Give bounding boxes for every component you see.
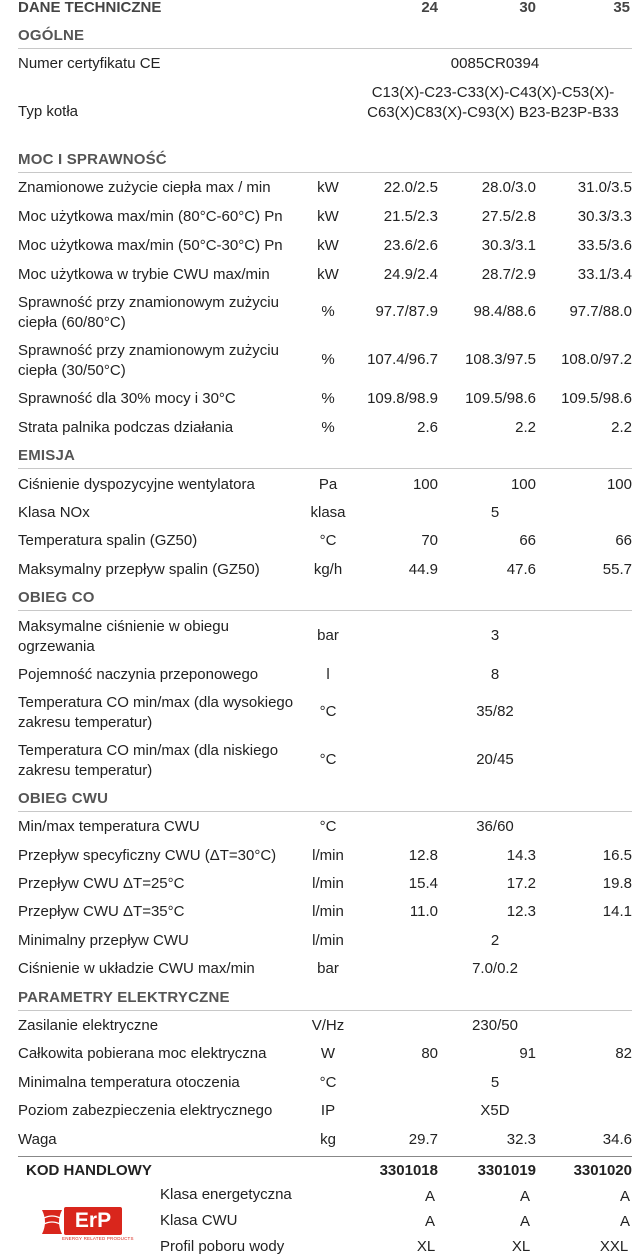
water-profile-35: XXL [599,1238,629,1255]
row-unit: kW [317,179,339,196]
row-label: Min/max temperatura CWU [18,818,200,835]
row-label: Przepływ CWU ΔT=35°C [18,903,185,920]
value-24: 21.5/2.3 [383,208,438,225]
value-35: 16.5 [602,847,632,864]
value-35: 97.7/88.0 [569,303,632,320]
shared-value: 5 [490,504,500,521]
row-unit: l/min [312,847,344,864]
erp-logo-text: ErP [74,1209,112,1232]
section-obieg-co: OBIEG CO [18,589,95,606]
value-30: 100 [510,476,536,493]
trade-code-35: 3301020 [573,1162,632,1179]
row-unit: % [321,351,335,368]
row-label: Klasa NOx [18,504,90,521]
row-label: Zasilanie elektryczne [18,1017,159,1034]
section-ogolne: OGÓLNE [18,27,85,44]
shared-value: 20/45 [476,751,514,768]
section-divider [18,48,632,49]
row-label: Moc użytkowa max/min (80°C-60°C) Pn [18,208,283,225]
row-unit: °C [319,703,337,720]
row-label: Temperatura CO min/max (dla wysokiego zakresu temperatur) [18,694,294,731]
value-30: 30.3/3.1 [481,237,536,254]
row-label: Numer certyfikatu CE [18,55,161,72]
value-35: 31.0/3.5 [577,179,632,196]
value-35: 82 [615,1045,632,1062]
row-label: Typ kotła [18,103,79,120]
row-unit: l [326,666,330,683]
sheet-title: DANE TECHNICZNE [18,0,162,16]
row-label: Sprawność przy znamionowym zużyciu ciepła (30/50°C) [18,342,279,379]
row-unit: kW [317,237,339,254]
value-24: 29.7 [408,1131,438,1148]
value-35: 100 [606,476,632,493]
shared-value: 35/82 [476,703,514,720]
shared-value: X5D [480,1102,510,1119]
energy-class-30: A [519,1188,530,1205]
row-label: Moc użytkowa w trybie CWU max/min [18,266,270,283]
value-24: 15.4 [408,875,438,892]
value-24: 97.7/87.9 [375,303,438,320]
value-24: 2.6 [417,419,438,436]
dhw-class-24: A [424,1213,435,1230]
value-35: 34.6 [602,1131,632,1148]
row-unit: kg [320,1131,336,1148]
row-label: Sprawność przy znamionowym zużyciu ciepła (60/80°C) [18,294,279,331]
value-24: 107.4/96.7 [367,351,438,368]
value-35: 30.3/3.3 [577,208,632,225]
value-35: 66 [615,532,632,549]
value-30: 28.7/2.9 [481,266,536,283]
row-label: Ciśnienie w układzie CWU max/min [18,960,255,977]
dhw-class-35: A [619,1213,630,1230]
energy-class-35: A [619,1188,630,1205]
row-label: Minimalny przepływ CWU [18,932,189,949]
section-emisja: EMISJA [18,447,76,464]
row-unit: °C [319,1074,337,1091]
shared-value: 3 [490,627,500,644]
row-unit: IP [320,1102,336,1119]
dhw-class-30: A [519,1213,530,1230]
row-label: Maksymalne ciśnienie w obiegu ogrzewania [18,618,229,655]
cert-value: 0085CR0394 [450,55,540,72]
row-unit: kg/h [313,561,343,578]
model-30-header: 30 [519,0,536,16]
row-unit: bar [317,627,339,644]
row-label: Moc użytkowa max/min (50°C-30°C) Pn [18,237,283,254]
value-24: 70 [421,532,438,549]
boiler-type-value: C13(X)-C23-C33(X)-C43(X)-C53(X)-C63(X)C83(X)-C93(X) B23-B23P-B33 [367,84,619,121]
value-35: 108.0/97.2 [561,351,632,368]
row-label: Przepływ CWU ΔT=25°C [18,875,185,892]
row-unit: V/Hz [311,1017,345,1034]
energy-class-label: Klasa energetyczna [160,1186,292,1203]
trade-code-label: KOD HANDLOWY [26,1162,152,1179]
value-30: 98.4/88.6 [473,303,536,320]
section-elektryczne: PARAMETRY ELEKTRYCZNE [18,989,230,1006]
value-30: 32.3 [506,1131,536,1148]
value-30: 66 [519,532,536,549]
shared-value: 36/60 [476,818,514,835]
row-label: Temperatura CO min/max (dla niskiego zakresu temperatur) [18,742,279,779]
row-unit: W [320,1045,336,1062]
row-label: Pojemność naczynia przeponowego [18,666,259,683]
value-35: 109.5/98.6 [561,390,632,407]
dhw-class-label: Klasa CWU [160,1212,238,1229]
value-24: 22.0/2.5 [383,179,438,196]
row-label: Przepływ specyficzny CWU (ΔT=30°C) [18,847,277,864]
row-label: Ciśnienie dyspozycyjne wentylatora [18,476,255,493]
value-35: 33.1/3.4 [577,266,632,283]
erp-logo-subtitle: ENERGY RELATED PRODUCTS [62,1236,134,1241]
value-24: 109.8/98.9 [367,390,438,407]
value-24: 100 [412,476,438,493]
section-divider [18,1156,632,1157]
row-unit: kW [317,266,339,283]
row-label: Waga [18,1131,57,1148]
trade-code-30: 3301019 [477,1162,536,1179]
row-label: Całkowita pobierana moc elektryczna [18,1045,267,1062]
value-24: 23.6/2.6 [383,237,438,254]
section-divider [18,610,632,611]
value-30: 14.3 [506,847,536,864]
value-30: 28.0/3.0 [481,179,536,196]
shared-value: 5 [490,1074,500,1091]
value-30: 27.5/2.8 [481,208,536,225]
row-label: Temperatura spalin (GZ50) [18,532,198,549]
value-35: 55.7 [602,561,632,578]
water-profile-30: XL [511,1238,531,1255]
row-unit: °C [319,532,337,549]
value-24: 24.9/2.4 [383,266,438,283]
value-30: 108.3/97.5 [465,351,536,368]
row-unit: % [321,419,335,436]
row-unit: kW [317,208,339,225]
row-unit: % [321,303,335,320]
value-24: 80 [421,1045,438,1062]
trade-code-24: 3301018 [379,1162,438,1179]
value-35: 2.2 [611,419,632,436]
model-24-header: 24 [421,0,438,16]
value-30: 2.2 [515,419,536,436]
section-divider [18,172,632,173]
row-label: Znamionowe zużycie ciepła max / min [18,179,271,196]
value-30: 12.3 [506,903,536,920]
value-24: 11.0 [409,903,438,920]
shared-value: 7.0/0.2 [472,960,518,977]
water-profile-24: XL [416,1238,436,1255]
row-unit: °C [319,818,337,835]
section-moc: MOC I SPRAWNOŚĆ [18,151,167,168]
section-divider [18,1010,632,1011]
model-35-header: 35 [613,0,630,16]
section-obieg-cwu: OBIEG CWU [18,790,109,807]
value-35: 14.1 [602,903,632,920]
row-unit: bar [317,960,339,977]
value-30: 109.5/98.6 [465,390,536,407]
row-label: Poziom zabezpieczenia elektrycznego [18,1102,273,1119]
section-divider [18,811,632,812]
value-35: 19.8 [602,875,632,892]
row-label: Minimalna temperatura otoczenia [18,1074,240,1091]
energy-class-24: A [424,1188,435,1205]
row-unit: Pa [318,476,338,493]
row-label: Maksymalny przepływ spalin (GZ50) [18,561,260,578]
row-unit: l/min [312,903,344,920]
row-unit: °C [319,751,337,768]
shared-value: 230/50 [472,1017,518,1034]
erp-logo [40,1204,134,1244]
row-unit: l/min [312,932,344,949]
row-label: Strata palnika podczas działania [18,419,234,436]
row-label: Sprawność dla 30% mocy i 30°C [18,390,236,407]
row-unit: % [321,390,335,407]
row-unit: klasa [310,504,346,521]
row-unit: l/min [312,875,344,892]
shared-value: 2 [490,932,500,949]
section-divider [18,468,632,469]
value-30: 17.2 [506,875,536,892]
shared-value: 8 [490,666,500,683]
value-24: 44.9 [408,561,438,578]
value-30: 47.6 [506,561,536,578]
water-profile-label: Profil poboru wody [160,1238,285,1255]
value-24: 12.8 [408,847,438,864]
value-35: 33.5/3.6 [577,237,632,254]
value-30: 91 [519,1045,536,1062]
